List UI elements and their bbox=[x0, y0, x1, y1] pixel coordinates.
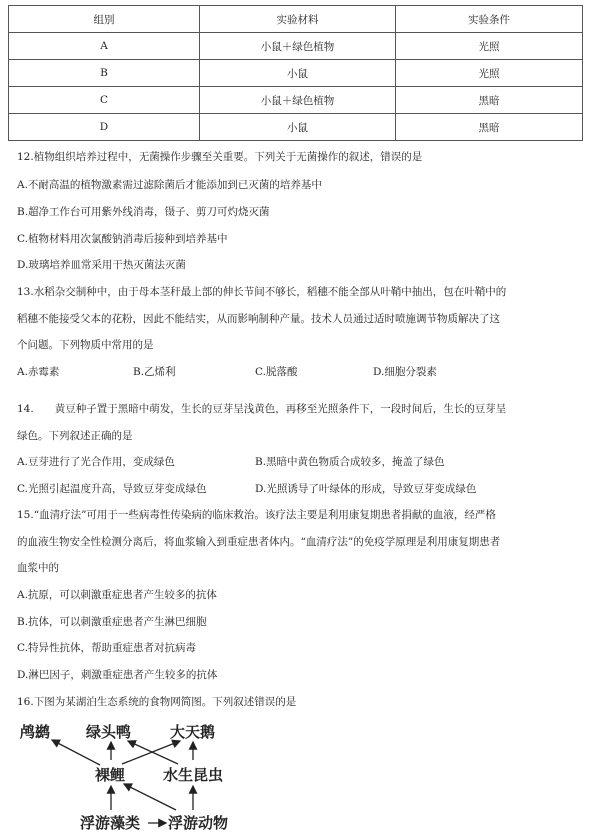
q12-option-a: A.不耐高温的植物激素需过滤除菌后才能添加到已灭菌的培养基中 bbox=[17, 179, 322, 191]
q13-option-a: A.赤霉素 bbox=[17, 366, 60, 378]
q12-option-c: C.植物材料用次氯酸钠消毒后接种到培养基中 bbox=[17, 233, 228, 245]
table-cell: 小鼠 bbox=[200, 114, 396, 141]
table-header: 实验材料 bbox=[200, 6, 396, 33]
table-row bbox=[9, 33, 583, 60]
table-cell: 小鼠＋绿色植物 bbox=[200, 87, 396, 114]
arrow-zooplankton-to-carp bbox=[124, 784, 176, 810]
q15-option-d: D.淋巴因子，刺激重症患者产生较多的抗体 bbox=[17, 669, 218, 681]
table-row bbox=[9, 87, 583, 114]
q13-stem-line: 个问题。下列物质中常用的是 bbox=[17, 339, 154, 351]
table-cell: C bbox=[9, 87, 200, 114]
experiment-table bbox=[8, 5, 583, 141]
q14-option-c: C.光照引起温度升高，导致豆芽变成绿色 bbox=[17, 483, 207, 495]
q16-stem: 16.下图为某湖泊生态系统的食物网简图。下列叙述错误的是 bbox=[17, 696, 297, 708]
node-zooplankton: 浮游动物 bbox=[168, 814, 229, 832]
node-insect: 水生昆虫 bbox=[163, 766, 224, 784]
food-web-diagram bbox=[0, 720, 300, 838]
q15-stem-line: 血浆中的 bbox=[17, 562, 59, 574]
table-cell: A bbox=[9, 33, 200, 60]
arrow-carp-to-cormorant bbox=[52, 740, 100, 765]
q15-option-c: C.特异性抗体，帮助重症患者对抗病毒 bbox=[17, 642, 196, 654]
table-row bbox=[9, 114, 583, 141]
node-swan: 大天鹅 bbox=[170, 723, 216, 741]
q15-stem-line: 的血液生物安全性检测分离后，将血浆输入到重症患者体内。“血清疗法”的免疫学原理是利用康复期患者 bbox=[17, 536, 501, 548]
table-cell: 光照 bbox=[396, 60, 583, 87]
table-cell: 光照 bbox=[396, 33, 583, 60]
table-header: 组别 bbox=[9, 6, 200, 33]
q14-option-d: D.光照诱导了叶绿体的形成，导致豆芽变成绿色 bbox=[255, 483, 477, 495]
node-carp: 裸鲤 bbox=[95, 766, 126, 784]
table-cell: 黑暗 bbox=[396, 114, 583, 141]
q14-option-b: B.黑暗中黄色物质合成较多，掩盖了绿色 bbox=[255, 456, 445, 468]
q15-option-a: A.抗原，可以刺激重症患者产生较多的抗体 bbox=[17, 589, 217, 601]
q13-stem-line: 稻穗不能接受父本的花粉，因此不能结实，从而影响制种产量。技术人员通过适时喷施调节物质解决了这 bbox=[17, 313, 500, 325]
q12-option-b: B.超净工作台可用紫外线消毒，镊子、剪刀可灼烧灭菌 bbox=[17, 206, 270, 218]
q15-stem-line: 15.“血清疗法”可用于一些病毒性传染病的临床救治。该疗法主要是利用康复期患者捐献的血液，经严格 bbox=[17, 509, 496, 521]
q14-option-a: A.豆芽进行了光合作用，变成绿色 bbox=[17, 456, 175, 468]
node-mallard: 绿头鸭 bbox=[86, 723, 132, 741]
node-cormorant: 鸬鹚 bbox=[20, 723, 51, 741]
table-cell: 小鼠 bbox=[200, 60, 396, 87]
q13-option-c: C.脱落酸 bbox=[255, 366, 298, 378]
table-row bbox=[9, 60, 583, 87]
q13-option-d: D.细胞分裂素 bbox=[373, 366, 437, 378]
table-cell: D bbox=[9, 114, 200, 141]
q12-stem: 12.植物组织培养过程中，无菌操作步骤至关重要。下列关于无菌操作的叙述，错误的是 bbox=[17, 151, 423, 163]
q14-stem-line: 14. 黄豆种子置于黑暗中萌发，生长的豆芽呈浅黄色，再移至光照条件下，一段时间后，生长的豆芽呈 bbox=[17, 403, 507, 415]
table-cell: B bbox=[9, 60, 200, 87]
q14-stem-line: 绿色。下列叙述正确的是 bbox=[17, 430, 133, 442]
table-header: 实验条件 bbox=[396, 6, 583, 33]
q15-option-b: B.抗体，可以刺激重症患者产生淋巴细胞 bbox=[17, 616, 207, 628]
table-header-row bbox=[9, 6, 583, 33]
q12-option-d: D.玻璃培养皿常采用干热灭菌法灭菌 bbox=[17, 259, 186, 271]
node-algae: 浮游藻类 bbox=[80, 814, 141, 832]
table-cell: 黑暗 bbox=[396, 87, 583, 114]
table-cell: 小鼠＋绿色植物 bbox=[200, 33, 396, 60]
q13-stem-line: 13.水稻杂交制种中，由于母本茎秆最上部的伸长节间不够长，稻穗不能全部从叶鞘中抽出，包在叶鞘中的 bbox=[17, 286, 507, 298]
q13-option-b: B.乙烯利 bbox=[133, 366, 176, 378]
